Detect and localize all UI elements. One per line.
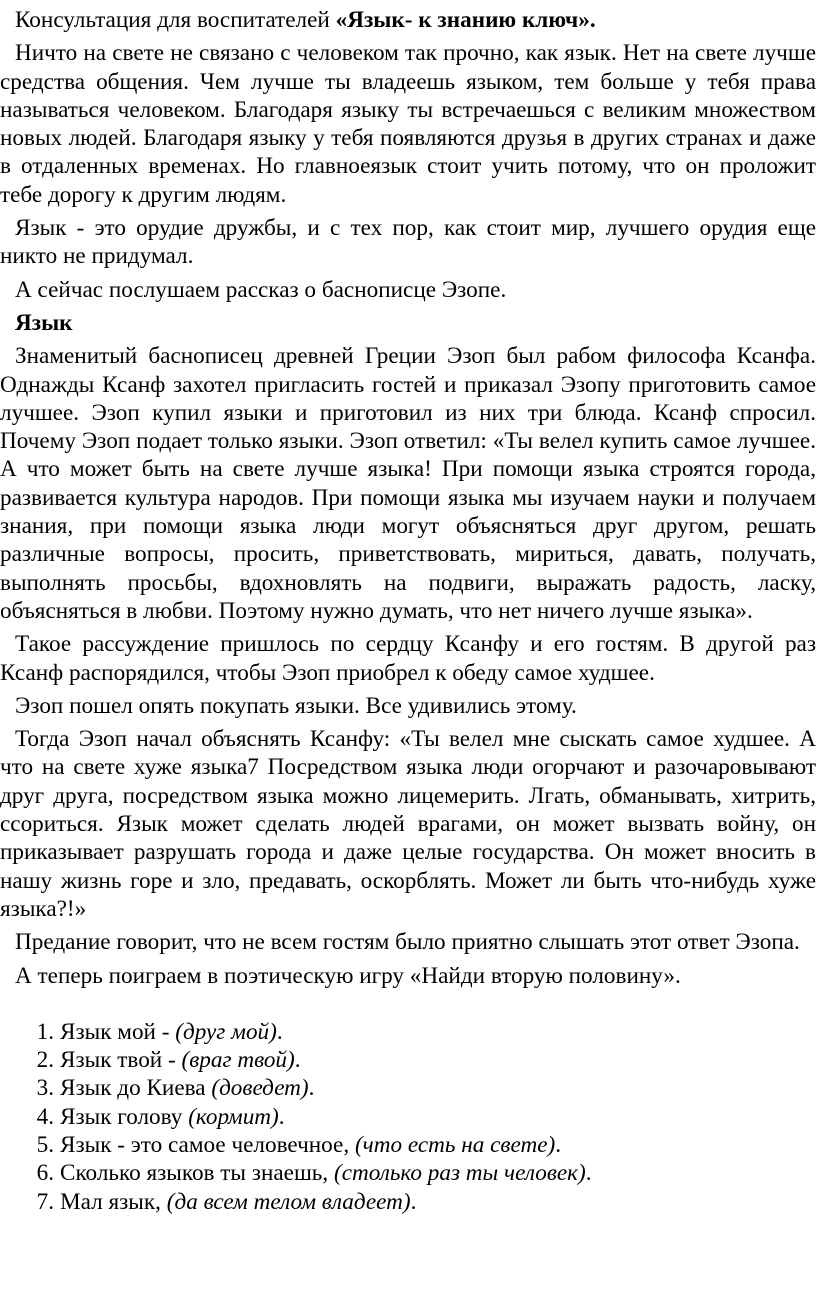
list-end: . bbox=[585, 1160, 592, 1187]
paragraph: А сейчас послушаем рассказ о баснописце Эзопе. bbox=[15, 276, 507, 303]
list-text: Мал язык, bbox=[60, 1188, 167, 1215]
paragraph: А теперь поиграем в поэтическую игру «Найди вторую половину». bbox=[15, 962, 681, 989]
list-end: . bbox=[555, 1131, 562, 1158]
list-end: . bbox=[276, 1018, 283, 1045]
header-prefix: Консультация для воспитателей bbox=[15, 7, 336, 33]
list-item bbox=[0, 1159, 816, 1187]
list-item bbox=[0, 1046, 816, 1074]
paragraph: Ничто на свете не связано с человеком так прочно, как язык. Нет на свете лучше средства общения. Чем лучше ты владеешь языком, тем больше у тебя права называться человеком. Благодаря языку ты встречаешься с великим множеством новых людей. Благодаря языку у тебя появляются друзья в других странах и даже в отдаленных временах. Но главноеязык стоит учить потому, что он проложит тебе дорогу к другим людям. bbox=[0, 40, 816, 208]
story-title: Язык bbox=[15, 309, 73, 336]
document-header bbox=[0, 6, 816, 34]
list-end: . bbox=[410, 1188, 417, 1215]
document-title: «Язык- к знанию ключ». bbox=[335, 7, 596, 33]
list-text: Язык - это самое человечное, bbox=[60, 1131, 355, 1158]
list-item bbox=[0, 1103, 816, 1131]
list-text: Язык мой - bbox=[60, 1018, 176, 1045]
list-number: 5. bbox=[36, 1131, 54, 1158]
list-item bbox=[0, 1074, 816, 1102]
list-item bbox=[0, 1188, 816, 1216]
list-text: Язык до Киева bbox=[60, 1075, 212, 1102]
list-end: . bbox=[294, 1047, 301, 1074]
list-number: 7. bbox=[36, 1188, 54, 1215]
paragraph: Такое рассуждение пришлось по сердцу Ксанфу и его гостям. В другой раз Ксанф распорядился, чтобы Эзоп приобрел к обеду самое худшее. bbox=[0, 631, 816, 686]
list-end: . bbox=[308, 1075, 315, 1102]
list-text: Язык голову bbox=[60, 1103, 189, 1130]
list-number: 6. bbox=[36, 1160, 54, 1187]
list-number: 3. bbox=[36, 1075, 54, 1102]
paragraph: Знаменитый баснописец древней Греции Эзоп был рабом философа Ксанфа. Однажды Ксанф захотел пригласить гостей и приказал Эзопу приготовить самое лучшее. Эзоп купил языки и приготовил из них три блюда. Ксанф спросил. Почему Эзоп подает только языки. Эзоп ответил: «Ты велел купить самое лучшее. А что может быть на свете лучше языка! При помощи языка строятся города, развивается культура народов. При помощи языка мы изучаем науки и получаем знания, при помощи языка люди могут объясняться друг другом, решать различные вопросы, просить, приветствовать, мириться, давать, получать, выполнять просьбы, вдохновлять на подвиги, выражать радость, ласку, объясняться в любви. Поэтому нужно думать, что нет ничего лучше языка». bbox=[0, 343, 816, 624]
list-answer: (доведет) bbox=[211, 1075, 309, 1102]
list-answer: (друг мой) bbox=[175, 1018, 277, 1045]
list-answer: (да всем телом владеет) bbox=[166, 1188, 411, 1215]
list-item bbox=[0, 1131, 816, 1159]
paragraph: Тогда Эзоп начал объяснять Ксанфу: «Ты велел мне сыскать самое худшее. А что на свете хуже языка7 Посредством языка люди огорчают и разочаровывают друг друга, посредством языка можно лицемерить. Лгать, обманывать, хитрить, ссориться. Язык может сделать людей врагами, он может вызвать войну, он приказывает разрушать города и даже целые государства. Он может вносить в нашу жизнь горе и зло, предавать, оскорблять. Может ли быть что-нибудь хуже языка?!» bbox=[0, 726, 816, 922]
list-text: Сколько языков ты знаешь, bbox=[60, 1160, 334, 1187]
list-end: . bbox=[278, 1103, 285, 1130]
list-answer: (столько раз ты человек) bbox=[333, 1160, 586, 1187]
paragraph: Предание говорит, что не всем гостям было приятно слышать этот ответ Эзопа. bbox=[15, 929, 800, 956]
paragraph: Эзоп пошел опять покупать языки. Все удивились этому. bbox=[15, 692, 577, 719]
list-number: 4. bbox=[36, 1103, 54, 1130]
list-number: 1. bbox=[36, 1018, 54, 1045]
list-answer: (что есть на свете) bbox=[354, 1131, 556, 1158]
list-answer: (враг твой) bbox=[181, 1047, 295, 1074]
list-number: 2. bbox=[36, 1047, 54, 1074]
list-item bbox=[0, 1018, 816, 1046]
game-list bbox=[0, 1018, 816, 1216]
list-text: Язык твой - bbox=[60, 1047, 182, 1074]
paragraph: Язык - это орудие дружбы, и с тех пор, как стоит мир, лучшего орудия еще никто не придумал. bbox=[0, 215, 816, 270]
list-answer: (кормит) bbox=[188, 1103, 279, 1130]
